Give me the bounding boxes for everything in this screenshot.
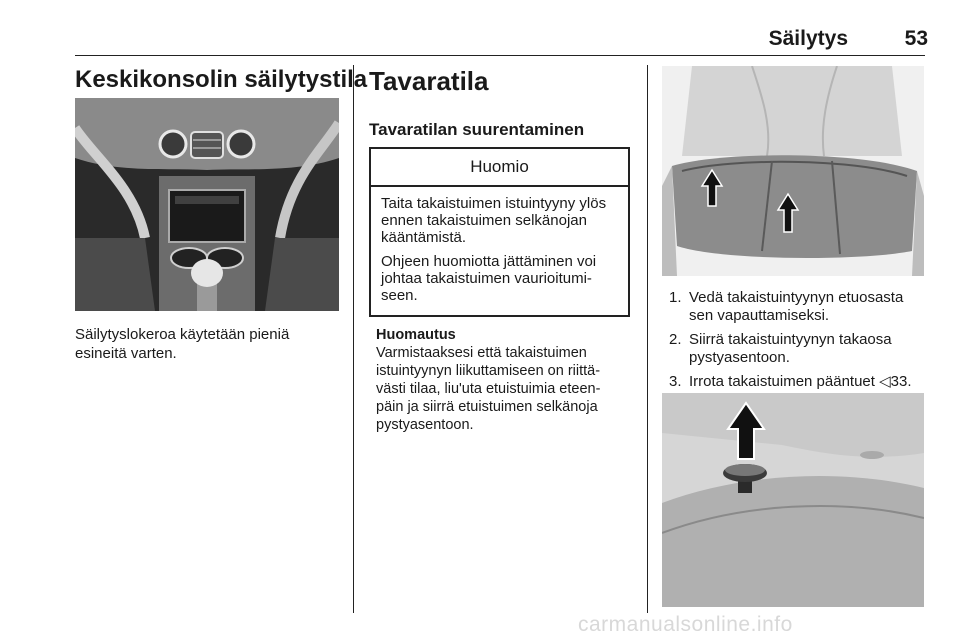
headrest-removal-image	[662, 393, 924, 607]
cargo-heading: Tavaratila	[369, 66, 489, 96]
step-text	[689, 289, 931, 325]
notice-line: Taita takaistuimen istuintyyny ylös	[381, 195, 607, 212]
step-number: 1.	[669, 289, 682, 306]
column-divider-right	[647, 65, 648, 613]
rear-seat-illustration	[662, 66, 924, 276]
cargo-subheading: Tavaratilan suurentaminen	[369, 120, 585, 139]
list-item	[669, 373, 931, 395]
step-line: Irrota takaistuimen pääntuet	[689, 373, 875, 390]
watermark: carmanualsonline.info	[578, 613, 793, 636]
console-storage-heading: Keskikonsolin säilytystila	[75, 66, 368, 93]
notice-line: johtaa takaistuimen vaurioitumi-	[381, 270, 592, 287]
step-number: 3.	[669, 373, 682, 390]
step-text	[689, 373, 931, 391]
notice-box	[369, 147, 630, 317]
step-line: sen vapauttamiseksi.	[689, 307, 830, 324]
page-number: 53	[904, 27, 928, 50]
remark-line: västi tilaa, liu'uta etuistuimia eteen-	[376, 381, 601, 397]
step-line: pystyasentoon.	[689, 349, 790, 366]
console-storage-caption	[75, 325, 345, 363]
notice-paragraph-2	[381, 253, 618, 304]
notice-paragraph-1	[381, 195, 618, 246]
step-line: Siirrä takaistuintyynyn takaosa	[689, 331, 892, 348]
notice-title: Huomio	[371, 149, 628, 187]
notice-line: seen.	[381, 287, 418, 304]
header-rule	[75, 55, 925, 56]
list-item	[669, 331, 931, 373]
page-reference[interactable]: 33.	[890, 373, 912, 390]
console-storage-image	[75, 98, 339, 311]
caption-line: esineitä varten.	[75, 345, 177, 362]
remark-line: päin ja siirrä etuistuimen selkänoja	[376, 399, 598, 415]
column-divider-left	[353, 65, 354, 613]
rear-seat-cushion-image	[662, 66, 924, 276]
remark-title: Huomautus	[376, 327, 456, 343]
step-text	[689, 331, 931, 367]
section-title: Säilytys	[768, 27, 848, 50]
remark-line: istuintyynyn liikuttamiseen on riittä-	[376, 363, 601, 379]
steps-list	[669, 289, 931, 395]
console-storage-illustration	[75, 98, 339, 311]
page-reference-icon[interactable]: ◁	[879, 373, 891, 390]
remark-line: pystyasentoon.	[376, 417, 474, 433]
remark-block	[376, 326, 638, 434]
remark-line: Varmistaaksesi että takaistuimen	[376, 345, 587, 361]
step-number: 2.	[669, 331, 682, 348]
notice-line: kääntämistä.	[381, 229, 467, 246]
notice-line: ennen takaistuimen selkänojan	[381, 212, 587, 229]
headrest-illustration	[662, 393, 924, 607]
list-item	[669, 289, 931, 331]
notice-line: Ohjeen huomiotta jättäminen voi	[381, 253, 597, 270]
step-line: Vedä takaistuintyynyn etuosasta	[689, 289, 904, 306]
caption-line: Säilytyslokeroa käytetään pieniä	[75, 326, 290, 343]
